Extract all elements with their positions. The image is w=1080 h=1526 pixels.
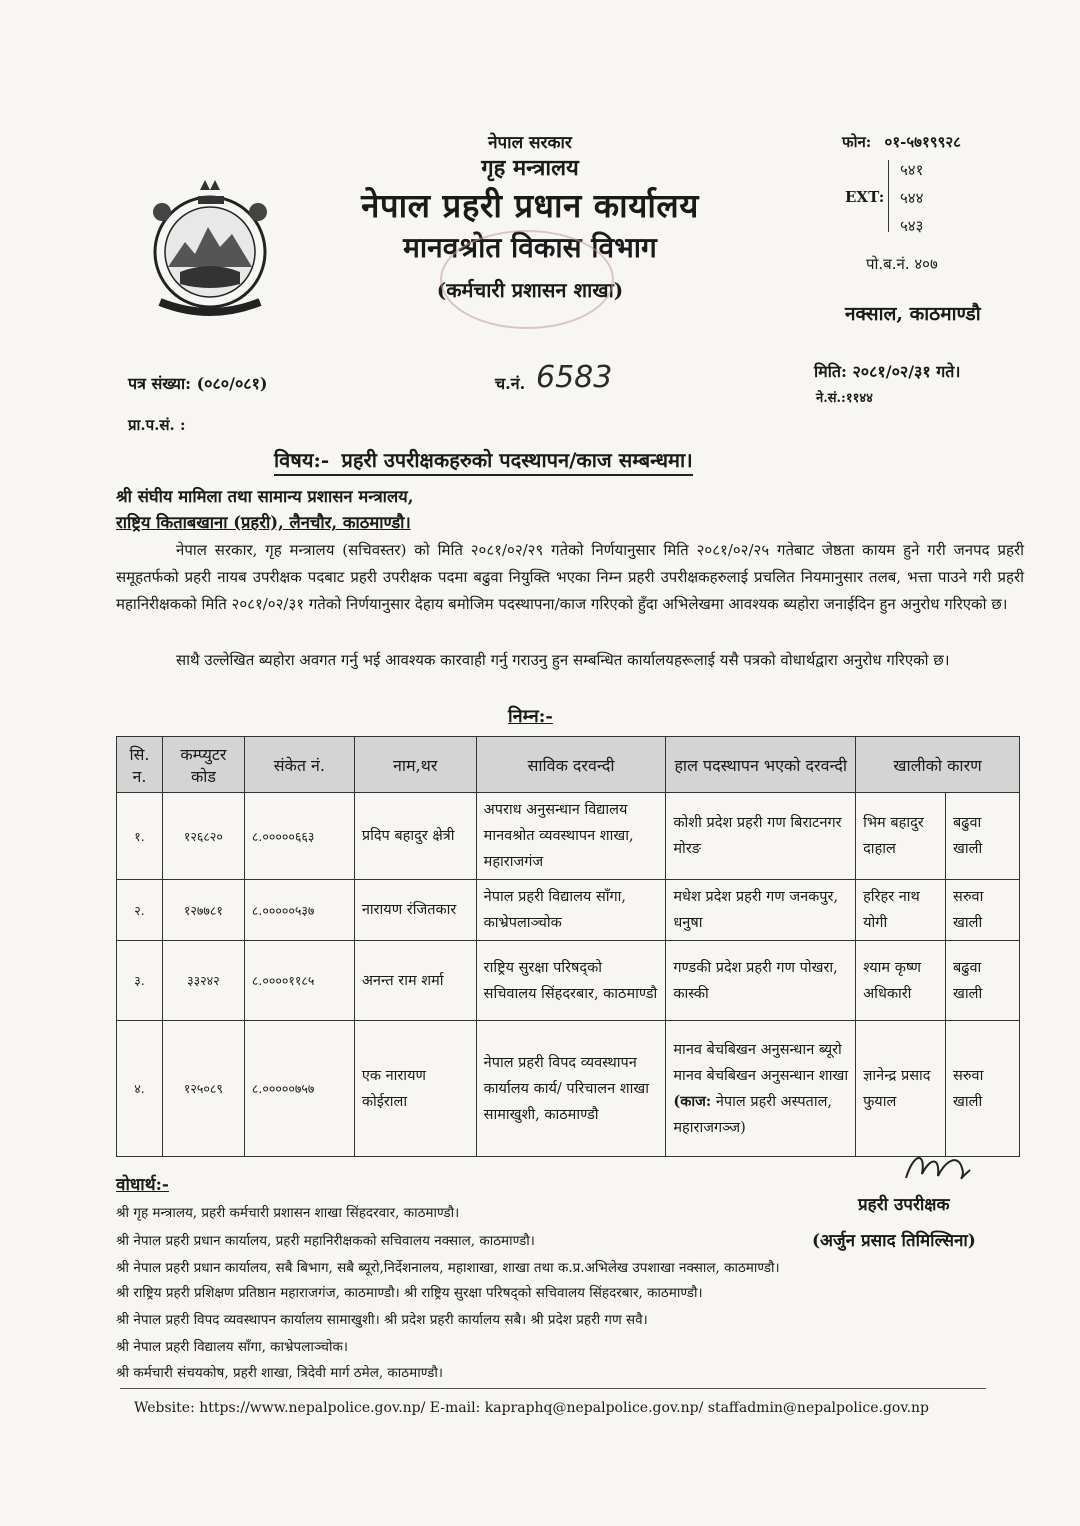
ext-bracket	[888, 160, 899, 232]
cell-code: ३३२४२	[162, 941, 244, 1021]
subject-line	[274, 446, 693, 476]
addressee-line-2: राष्ट्रिय किताबखाना (प्रहरी), लैनचौर, काठमाण्डौ।	[116, 513, 411, 532]
nepal-government-emblem	[140, 172, 280, 322]
ext-label: EXT:	[845, 188, 885, 206]
letter-number: पत्र संख्या: (०८०/०८१)	[128, 374, 268, 393]
body-paragraph-2: साथै उल्लेखित ब्यहोरा अवगत गर्नु भई आवश्यक कारवाही गर्नु गराउनु हुन सम्बन्धित कार्यालयहरूलाई यसै पत्रको वोधार्थद्वारा अनुरोध गरिएको छ।	[176, 651, 950, 669]
cell-vacant-by: ज्ञानेन्द्र प्रसाद फुयाल	[856, 1021, 946, 1157]
cell-name: प्रदिप बहादुर क्षेत्री	[354, 793, 476, 880]
cell-vacant-by: भिम बहादुर दाहाल	[856, 793, 946, 880]
cc-item: श्री नेपाल प्रहरी प्रधान कार्यालय, सबै बिभाग, सबै ब्यूरो,निर्देशनालय, महाशाखा, शाखा तथा क.प्र.अभिलेख उपशाखा नक्साल, काठमाण्डौ।	[116, 1260, 780, 1276]
cell-reason: बढुवा खाली	[946, 941, 1020, 1021]
table-row	[117, 793, 1020, 880]
cell-symbol: ८.०००००५३७	[244, 880, 354, 941]
cc-item: श्री नेपाल प्रहरी विद्यालय साँगा, काभ्रेपलाञ्चोक।	[116, 1339, 348, 1355]
handwritten-signature	[900, 1148, 980, 1194]
dispatch-number: 6583	[536, 360, 613, 395]
cc-item: श्री नेपाल प्रहरी विपद व्यवस्थापन कार्यालय सामाखुशी। श्री प्रदेश प्रहरी कार्यालय सबै। श्री प्रदेश प्रहरी गण सवै।	[116, 1312, 648, 1328]
office-name: नेपाल प्रहरी प्रधान कार्यालय	[361, 186, 699, 225]
ext-2: ५४४	[900, 189, 924, 207]
header-vacancy-reason: खालीको कारण	[856, 737, 1020, 793]
header-computer-code: कम्प्युटर कोड	[162, 737, 244, 793]
dispatch-label: च.नं.	[495, 374, 526, 393]
header-current-post: हाल पदस्थापन भएको दरवन्दी	[666, 737, 856, 793]
ext-3: ५४३	[900, 217, 924, 235]
ministry-name: गृह मन्त्रालय	[481, 155, 579, 181]
cell-current: मधेश प्रदेश प्रहरी गण जनकपुर, धनुषा	[666, 880, 856, 941]
cell-symbol: ८.०००००७५७	[244, 1021, 354, 1157]
cell-sn: १.	[117, 793, 163, 880]
signatory-title: प्रहरी उपरीक्षक	[858, 1195, 950, 1215]
cell-previous: नेपाल प्रहरी विद्यालय साँगा, काभ्रेपलाञ्चोक	[476, 880, 666, 941]
list-heading: निम्न:-	[508, 706, 553, 727]
cell-current: गण्डकी प्रदेश प्रहरी गण पोखरा, कास्की	[666, 941, 856, 1021]
signatory-name: (अर्जुन प्रसाद तिमिल्सिना)	[812, 1231, 976, 1251]
government-name: नेपाल सरकार	[488, 133, 572, 153]
table-row	[117, 1021, 1020, 1157]
footer-contact: Website: https://www.nepalpolice.gov.np/ E-mail: kapraphq@nepalpolice.gov.np/ staffadmin@nepalpolice.gov.np	[134, 1400, 930, 1416]
body-paragraph-1: नेपाल सरकार, गृह मन्त्रालय (सचिवस्तर) को मिति २०८१/०२/२९ गतेको निर्णयानुसार मिति २०८१/०२/२५ गतेबाट जेष्ठता कायम हुने गरी जनपद प्रहरी समूहतर्फको प्रहरी नायब उपरीक्षक पदबाट प्रहरी उपरीक्षक पदमा बढुवा नियुक्ति भएका निम्न प्रहरी उपरीक्षकहरुलाई प्रचलित नियमानुसार तलब, भत्ता पाउने गरी प्रहरी महानिरीक्षकको मिति २०८१/०२/३१ गतेको निर्णयानुसार देहाय बमोजिम पदस्थापना/काज गरिएको हुँदा अभिलेखमा आवश्यक ब्यहोरा जनाईदिन हुन अनुरोध गरिएको छ।	[116, 541, 1024, 613]
cell-symbol: ८.००००११८५	[244, 941, 354, 1021]
cell-code: १२७७८१	[162, 880, 244, 941]
table-row	[117, 880, 1020, 941]
cc-item: श्री नेपाल प्रहरी प्रधान कार्यालय, प्रहरी महानिरीक्षकको सचिवालय नक्साल, काठमाण्डौ।	[116, 1233, 535, 1249]
cc-item: श्री गृह मन्त्रालय, प्रहरी कर्मचारी प्रशासन शाखा सिंहदरवार, काठमाण्डौ।	[116, 1205, 460, 1221]
letter-date: मिति: २०८१/०२/३१ गते।	[814, 362, 961, 381]
subject-text: प्रहरी उपरीक्षकहरुको पदस्थापन/काज सम्बन्धमा।	[341, 448, 693, 472]
cell-sn: ४.	[117, 1021, 163, 1157]
phone-label: फोन:	[842, 133, 872, 151]
cell-reason: सरुवा खाली	[946, 1021, 1020, 1157]
cell-reason: बढुवा खाली	[946, 793, 1020, 880]
cell-name: नारायण रंजितकार	[354, 880, 476, 941]
cell-previous: नेपाल प्रहरी विपद व्यवस्थापन कार्यालय कार्य/ परिचालन शाखा सामाखुशी, काठमाण्डौ	[476, 1021, 666, 1157]
footer-divider	[120, 1388, 986, 1389]
phone-line	[842, 132, 961, 152]
cell-name: एक नारायण कोईराला	[354, 1021, 476, 1157]
cell-sn: ३.	[117, 941, 163, 1021]
cell-vacant-by: श्याम कृष्ण अधिकारी	[856, 941, 946, 1021]
department-name: मानवश्रोत विकास विभाग	[403, 231, 657, 264]
cell-code: १२६८२०	[162, 793, 244, 880]
cell-code: १२५०८९	[162, 1021, 244, 1157]
header-previous-post: साविक दरवन्दी	[476, 737, 666, 793]
cc-item: श्री राष्ट्रिय प्रहरी प्रशिक्षण प्रतिष्ठान महाराजगंज, काठमाण्डौ। श्री राष्ट्रिय सुरक्षा परिषद्को सचिवालय सिंहदरबार, काठमाण्डौ।	[116, 1285, 703, 1301]
cell-vacant-by: हरिहर नाथ योगी	[856, 880, 946, 941]
cc-heading: वोधार्थ:-	[116, 1175, 169, 1195]
header-sn: सि. न.	[117, 737, 163, 793]
reference-number: प्रा.प.सं. :	[128, 416, 186, 434]
header-name: नाम,थर	[354, 737, 476, 793]
cell-previous: राष्ट्रिय सुरक्षा परिषद्को सचिवालय सिंहदरबार, काठमाण्डौ	[476, 941, 666, 1021]
deputation-text: नेपाल प्रहरी अस्पताल, महाराजगञ्ज)	[673, 1093, 833, 1136]
office-stamp	[440, 230, 614, 329]
addressee-line-1: श्री संघीय मामिला तथा सामान्य प्रशासन मन्त्रालय,	[116, 487, 414, 506]
po-box: पो.ब.नं. ४०७	[866, 255, 938, 273]
cell-sn: २.	[117, 880, 163, 941]
deputation-label: (काज:	[673, 1092, 712, 1110]
cell-symbol: ८.०००००६६३	[244, 793, 354, 880]
office-location: नक्साल, काठमाण्डौ	[845, 303, 981, 325]
cell-name: अनन्त राम शर्मा	[354, 941, 476, 1021]
cell-reason: सरुवा खाली	[946, 880, 1020, 941]
table-row	[117, 941, 1020, 1021]
section-name: (कर्मचारी प्रशासन शाखा)	[436, 278, 624, 302]
subject-label: विषय:-	[274, 448, 330, 472]
ext-1: ५४१	[900, 161, 924, 179]
nepal-samvat: ने.सं.:११४४	[816, 391, 873, 406]
cell-current: कोशी प्रदेश प्रहरी गण बिराटनगर मोरङ	[666, 793, 856, 880]
cell-current	[666, 1021, 856, 1157]
phone-number: ०१-५७१९९२८	[884, 133, 961, 151]
header-symbol-number: संकेत नं.	[244, 737, 354, 793]
cc-item: श्री कर्मचारी संचयकोष, प्रहरी शाखा, त्रिदेवी मार्ग ठमेल, काठमाण्डौ।	[116, 1365, 443, 1381]
current-post-text: मानव बेचबिखन अनुसन्धान ब्यूरो मानव बेचबिखन अनुसन्धान शाखा	[673, 1041, 849, 1084]
posting-table	[116, 736, 1020, 1157]
cell-previous: अपराध अनुसन्धान विद्यालय मानवश्रोत व्यवस्थापन शाखा, महाराजगंज	[476, 793, 666, 880]
